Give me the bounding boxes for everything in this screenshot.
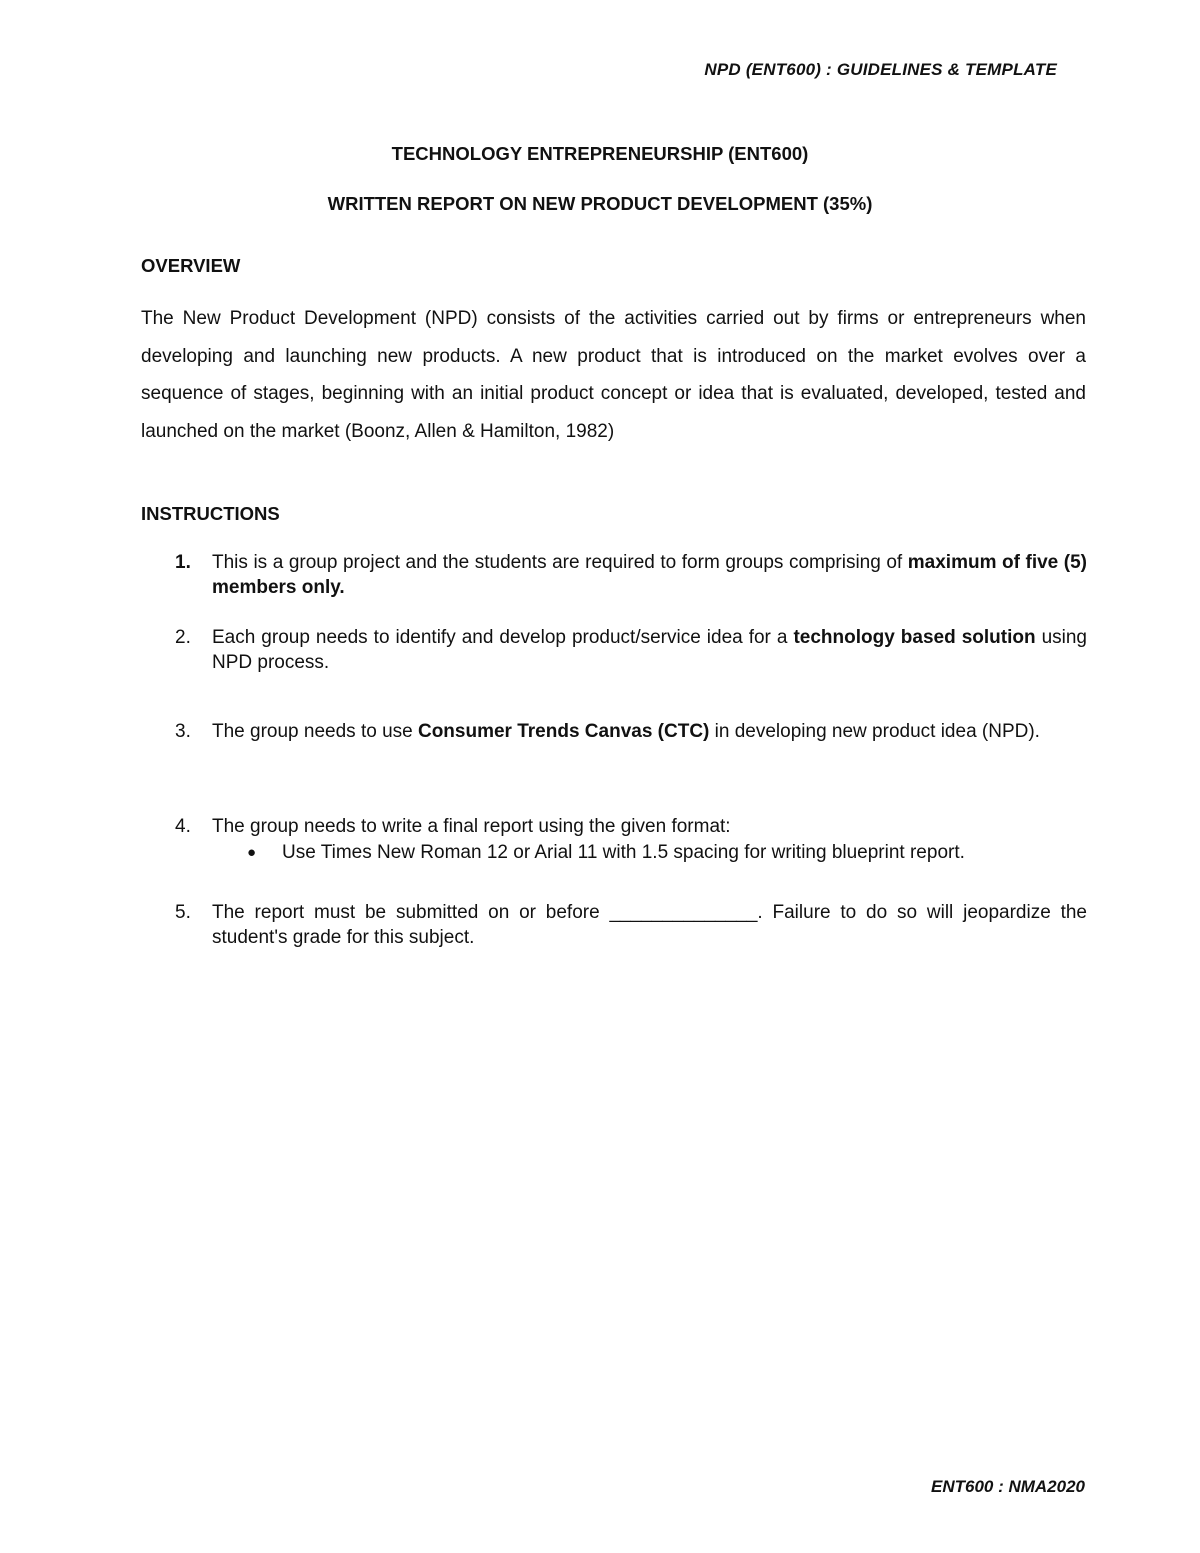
list-item-number: 1.	[175, 552, 191, 573]
emphasis-text: maximum of five (5) members only.	[212, 552, 1087, 598]
list-item-text: The group needs to use Consumer Trends Canvas (CTC) in developing new product idea (NPD).	[212, 721, 1040, 742]
instructions-heading: INSTRUCTIONS	[141, 503, 280, 524]
list-item-number: 3.	[175, 721, 191, 742]
overview-paragraph: The New Product Development (NPD) consists of the activities carried out by firms or entrepreneurs when developing and launching new products. A new product that is introduced on the market evolves over a sequence of stages, beginning with an initial product concept or idea that is evaluated, developed, tested and launched on the market (Boonz, Allen & Hamilton, 1982)	[141, 308, 1086, 442]
bullet-icon: ●	[247, 844, 257, 861]
list-item-text: The group needs to write a final report using the given format:	[212, 816, 731, 837]
emphasis-text: Consumer Trends Canvas (CTC)	[417, 721, 710, 742]
running-header: NPD (ENT600) : GUIDELINES & TEMPLATE	[704, 60, 1057, 79]
list-item-text: Each group needs to identify and develop product/service idea for a technology based solution using NPD process.	[212, 627, 1087, 673]
course-title: TECHNOLOGY ENTREPRENEURSHIP (ENT600)	[391, 143, 809, 164]
emphasis-text: technology based solution	[793, 627, 1036, 648]
list-item-number: 2.	[175, 627, 191, 648]
list-item-text: The report must be submitted on or before ______________. Failure to do so will jeopardize the student's grade for this subject.	[212, 902, 1087, 948]
overview-heading: OVERVIEW	[141, 255, 241, 276]
list-item-number: 4.	[175, 816, 191, 837]
sub-list-item-text: Use Times New Roman 12 or Arial 11 with 1.5 spacing for writing blueprint report.	[282, 842, 965, 863]
list-item-number: 5.	[175, 902, 191, 923]
report-title: WRITTEN REPORT ON NEW PRODUCT DEVELOPMENT (35%)	[327, 193, 873, 214]
list-item-text: This is a group project and the students are required to form groups comprising of maximum of five (5) members only.	[212, 552, 1087, 598]
footer-code: ENT600 : NMA2020	[930, 1477, 1085, 1496]
